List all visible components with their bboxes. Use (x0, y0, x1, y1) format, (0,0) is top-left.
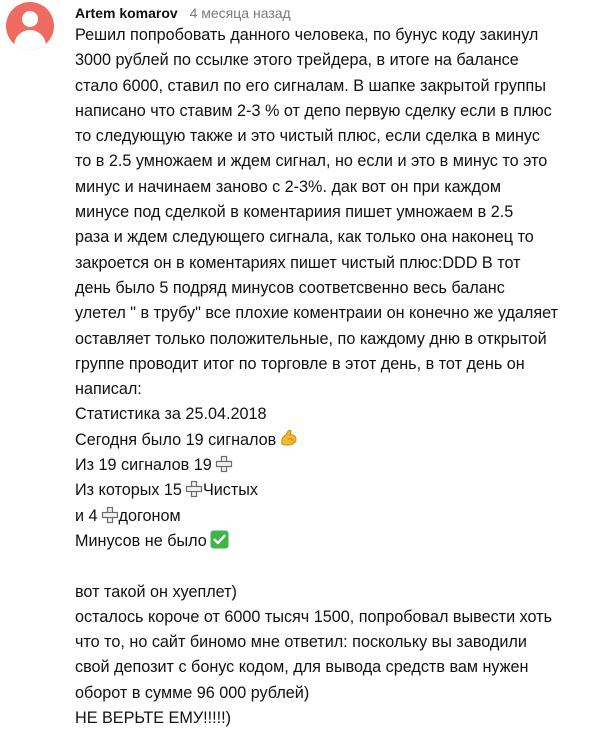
avatar-shoulders (14, 30, 46, 50)
stats-catch-up: догоном (118, 506, 181, 525)
comment-header (75, 4, 291, 22)
heavy-plus-icon (101, 506, 119, 524)
avatar[interactable] (6, 2, 54, 50)
stats-clean: Чистых (202, 481, 259, 500)
stats-line (75, 428, 607, 453)
text-line: то следующую также и это чистый плюс, если сделка в минус (75, 127, 540, 146)
heavy-plus-icon (185, 480, 203, 498)
stats-line (75, 504, 607, 529)
comment-text (75, 23, 607, 731)
text-line: свой депозит с бонус кодом, для вывода средств вам нужен (75, 658, 529, 677)
text-line: стало 6000, ставил по его сигналам. В шапке закрытой группы (75, 76, 546, 95)
text-line: день было 5 подряд минусов соответсвенно весь баланс (75, 278, 505, 297)
blank-line (75, 554, 607, 579)
text-line: улетел " в трубу" все плохие коментраии он конечно же удаляет (75, 304, 558, 323)
text-line: что то, но сайт биномо мне ответил: поскольку вы заводили (75, 633, 527, 652)
comment-timestamp[interactable]: 4 месяца назад (189, 5, 291, 21)
text-line: минусе под сделкой в коментариия пишет умножаем в 2.5 (75, 203, 514, 222)
text-line: группе проводит итог по торговле в этот день, в тот день он (75, 354, 525, 373)
stats-line (75, 402, 607, 427)
text-line: написал: (75, 380, 142, 399)
text-line: НЕ ВЕРЬТЕ ЕМУ!!!!!) (75, 709, 232, 728)
stats-and-four: и 4 (75, 506, 98, 525)
stats-signals-today: Сегодня было 19 сигналов (75, 430, 277, 449)
stats-no-minuses: Минусов не было (75, 531, 207, 550)
stats-of-signals: Из 19 сигналов 19 (75, 456, 212, 475)
text-line: оставляет только положительные, по каждому дню в открытой (75, 329, 547, 348)
stats-line (75, 529, 607, 554)
heavy-plus-icon (215, 455, 233, 473)
flexed-biceps-icon (279, 428, 299, 448)
text-line: вот такой он хуеплет) (75, 582, 237, 601)
text-line: закроется он в коментариях пишет чистый плюс:DDD В тот (75, 253, 521, 272)
stats-date: Статистика за 25.04.2018 (75, 405, 267, 424)
stats-line (75, 453, 607, 478)
text-line: оборот в сумме 96 000 рублей) (75, 683, 310, 702)
text-line: 3000 рублей по ссылке этого трейдера, в итоге на балансе (75, 51, 519, 70)
stats-line (75, 478, 607, 503)
text-line: раза и ждем следующего сигнала, как только она наконец то (75, 228, 534, 247)
author-name[interactable]: Artem komarov (75, 5, 178, 21)
text-line: осталось короче от 6000 тысяч 1500, попробовал вывести хоть (75, 607, 553, 626)
avatar-head (22, 11, 38, 27)
text-line: то в 2.5 умножаем и ждем сигнал, но если и это в минус то это (75, 152, 548, 171)
stats-of-which: Из которых 15 (75, 481, 182, 500)
text-line: написано что ставим 2-3 % от депо первую сделку если в плюс (75, 101, 552, 120)
check-mark-button-icon (210, 530, 229, 549)
text-line: минус и начинаем заново с 2-3%. дак вот он при каждом (75, 177, 502, 196)
text-line: Решил попробовать данного человека, по бунус коду закинул (75, 26, 539, 44)
